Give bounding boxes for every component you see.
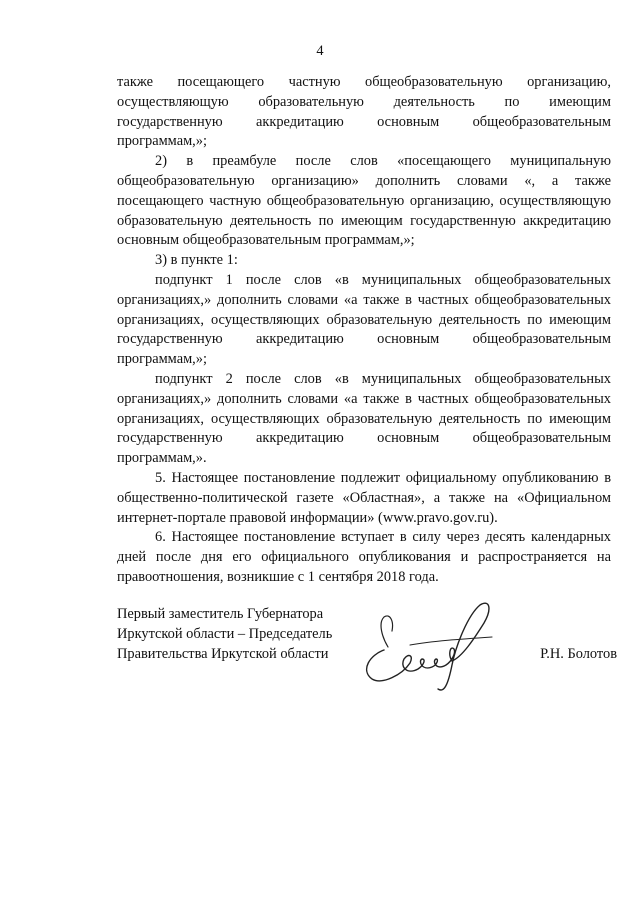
signatory-title-line-1: Первый заместитель Губернатора bbox=[117, 606, 324, 622]
document-body bbox=[117, 73, 611, 588]
paragraph-6: 5. Настоящее постановление подлежит официальному опубликованию в общественно-политической газете «Областная», а также на «Официальном интернет-портале правовой информации» (www.pravo.gov.ru). bbox=[117, 469, 611, 526]
paragraph-1: также посещающего частную общеобразовательную организацию, осуществляющую образовательную деятельность по имеющим государственную аккредитацию основным общеобразовательным программам,»; bbox=[117, 74, 611, 150]
signature-block bbox=[117, 605, 617, 695]
paragraph-5: подпункт 2 после слов «в муниципальных общеобразовательных организациях,» дополнить словами «а также в частных общеобразовательных организациях, осуществляющих образовательную деятельность по имеющим государственную аккредитацию основным общеобразовательным программам,». bbox=[117, 370, 611, 467]
page-number: 4 bbox=[316, 43, 324, 59]
paragraph-7: 6. Настоящее постановление вступает в силу через десять календарных дней после дня его официального опубликования и распространяется на правоотношения, возникшие с 1 сентября 2018 года. bbox=[117, 529, 611, 585]
paragraph-2: 2) в преамбуле после слов «посещающего муниципальную общеобразовательную организацию» дополнить словами «, а также посещающего частную общеобразовательную организацию, осуществляющую образовательную деятельность по имеющим государственную аккредитацию основным общеобразовательным программам,»; bbox=[117, 153, 611, 249]
signatory-name: Р.Н. Болотов bbox=[540, 646, 617, 662]
paragraph-3: 3) в пункте 1: bbox=[155, 252, 238, 269]
signatory-title-line-3: Правительства Иркутской области bbox=[117, 646, 329, 662]
paragraph-4: подпункт 1 после слов «в муниципальных общеобразовательных организациях,» дополнить словами «а также в частных общеобразовательных организациях, осуществляющих образовательную деятельность по имеющим государственную аккредитацию основным общеобразовательным программам,»; bbox=[117, 271, 611, 368]
signatory-title-line-2: Иркутской области – Председатель bbox=[117, 626, 333, 642]
handwritten-signature bbox=[352, 595, 502, 695]
